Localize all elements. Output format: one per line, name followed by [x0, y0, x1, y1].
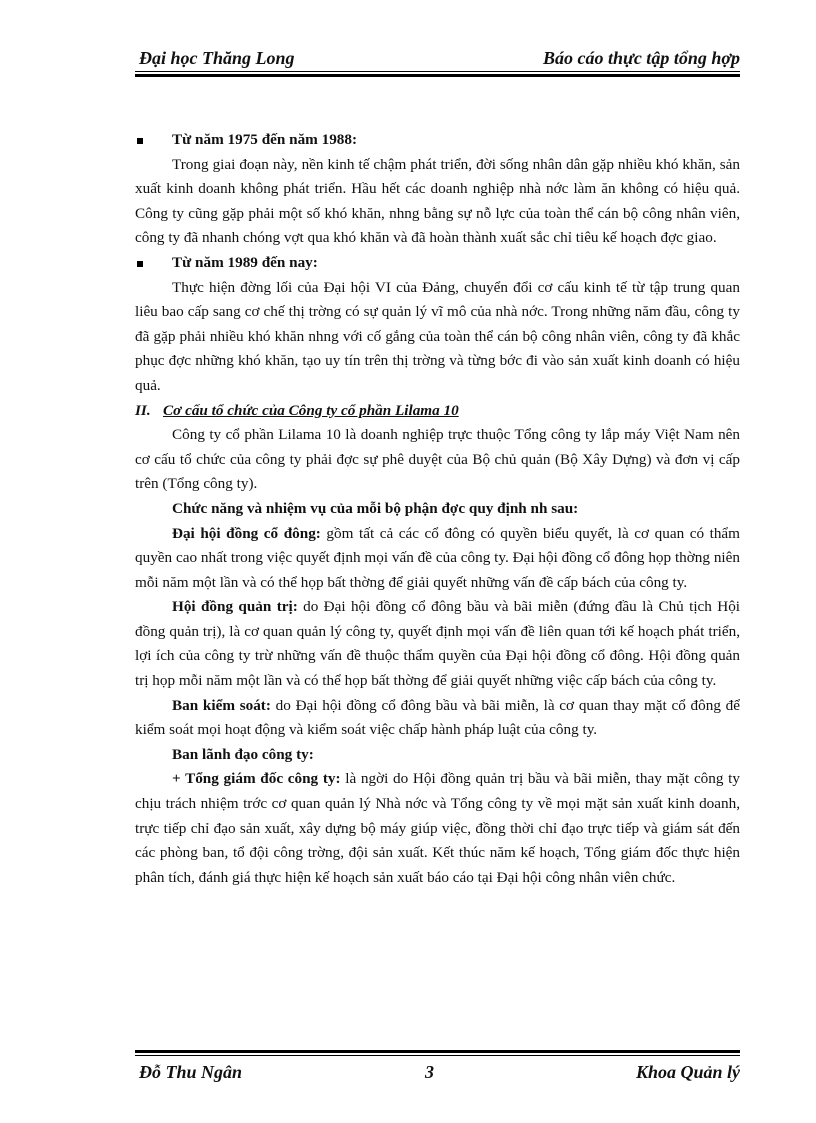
section-title: Cơ cấu tổ chức của Công ty cổ phần Lilama 10: [163, 401, 459, 419]
bullet-square-icon: [137, 261, 143, 267]
header-report-title: Báo cáo thực tập tổng hợp: [543, 48, 740, 68]
period2-paragraph: Thực hiện đờng lối của Đại hội VI của Đảng, chuyển đổi cơ cấu kinh tế từ tập trung quan liêu bao cấp sang cơ chế thị trờng có sự quản lý vĩ mô của nhà nớc. Trong những năm đầu, công ty đã gặp phải nhiều khó khăn nhng với cố gắng của toàn thể cán bộ công nhân viên, công ty đã khắc phục đợc những khó khăn, tạo uy tín trên thị trờng và từng bớc đi vào sản xuất kinh doanh có hiệu quả.: [135, 278, 740, 394]
bullet-square-icon: [137, 138, 143, 144]
shareholders-paragraph: Đại hội đồng cổ đông: gồm tất cả các cổ đông có quyền biểu quyết, là cơ quan có thẩm quyền cao nhất trong việc quyết định mọi vấn đề của công ty. Đại hội đồng cổ đông họp thờng niên mỗi năm một lần và có thể họp bất thờng để giải quyết những vấn đề cấp bách của công ty.: [135, 524, 740, 591]
header-rule-thin: [135, 71, 740, 72]
control-label: Ban kiểm soát:: [172, 696, 271, 714]
section-intro: Công ty cổ phần Lilama 10 là doanh nghiệp trực thuộc Tổng công ty lắp máy Việt Nam nên cơ cấu tổ chức của công ty phải đợc sự phê duyệt của Bộ chủ quản (Bộ Xây Dựng) và đơn vị cấp trên (Tổng công ty).: [135, 426, 740, 493]
section-heading: [135, 399, 740, 424]
functions-heading: Chức năng và nhiệm vụ của mỗi bộ phận đợc quy định nh sau:: [172, 499, 579, 517]
period1-paragraph: Trong giai đoạn này, nền kinh tế chậm phát triển, đời sống nhân dân gặp nhiều khó khăn, sản xuất kinh doanh không phát triển. Hầu hết các doanh nghiệp nhà nớc làm ăn không có hiệu quả. Công ty cũng gặp phải một số khó khăn, nhng bằng sự nỗ lực của toàn thể cán bộ công nhân viên, công ty đã nhanh chóng vợt qua khó khăn và đã hoàn thành xuất sắc chỉ tiêu kế hoạch đợc giao.: [135, 155, 740, 247]
director-label: + Tổng giám đốc công ty:: [172, 770, 341, 788]
page-header: [135, 46, 740, 72]
shareholders-label: Đại hội đồng cổ đông:: [172, 524, 321, 542]
section-number: II.: [135, 401, 151, 419]
header-university: Đại học Thăng Long: [139, 48, 295, 68]
leadership-heading: Ban lãnh đạo công ty:: [172, 745, 314, 763]
period1-heading: Từ năm 1975 đến năm 1988:: [135, 128, 740, 153]
page-footer: [135, 1050, 740, 1090]
body-text: [135, 128, 740, 890]
footer-author: Đỗ Thu Ngân: [139, 1062, 243, 1082]
period2-heading: Từ năm 1989 đến nay:: [135, 251, 740, 276]
board-label: Hội đồng quản trị:: [172, 598, 298, 616]
director-paragraph: + Tổng giám đốc công ty: là ngời do Hội đồng quản trị bầu và bãi miễn, thay mặt công ty chịu trách nhiệm trớc cơ quan quản lý Nhà nớc và Tổng công ty về mọi mặt sản xuất kinh doanh, trực tiếp chỉ đạo sản xuất, xây dựng bộ máy giúp việc, đồng thời chỉ đạo trực tiếp và giám sát đến các phòng ban, tổ đội công trờng, đội sản xuất. Kết thúc năm kế hoạch, Tổng giám đốc thực hiện phân tích, đánh giá thực hiện kế hoạch sản xuất báo cáo tại Đại hội công nhân viên chức.: [135, 770, 740, 886]
control-paragraph: Ban kiểm soát: do Đại hội đồng cổ đông bầu và bãi miễn, là cơ quan thay mặt cổ đông để kiểm soát mọi hoạt động và kiểm soát việc chấp hành pháp luật của công ty.: [135, 696, 740, 739]
page-number: 3: [425, 1062, 434, 1082]
footer-faculty: Khoa Quản lý: [635, 1062, 740, 1082]
header-rule-thick: [135, 74, 740, 77]
board-paragraph: Hội đồng quản trị: do Đại hội đồng cổ đông bầu và bãi miễn (đứng đầu là Chủ tịch Hội đồng quản trị), là cơ quan quản lý công ty, quyết định mọi vấn đề liên quan tới kế hoạch phát triển, lợi ích của công ty trừ những vấn đề thuộc thẩm quyền của Đại hội đồng cổ đông. Hội đồng quản trị họp mỗi năm một lần và có thể họp bất thờng để giải quyết những việc cấp bách của công ty.: [135, 598, 741, 690]
